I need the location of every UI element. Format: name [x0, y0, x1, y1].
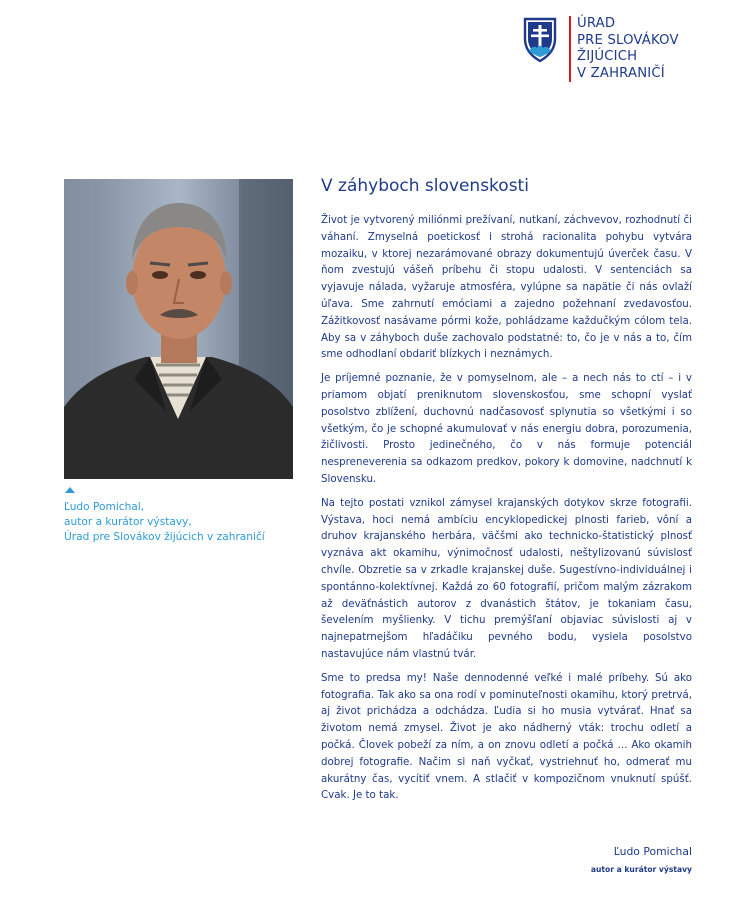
- paragraph: Sme to predsa my! Naše dennodenné veľké i malé príbehy. Sú ako fotografia. Tak ako sa ona rodí v pominuteľnosti okamihu, ktorý pretrvá, aj život prichádza a odchádza. Ľudia si ho musia vytvárať. Hnať sa životom nemá zmysel. Život je ako nádherný vták: trochu odletí a počká. Človek pobeží za ním, a on znovu odletí a počká ... Ako okamih dobrej fotografie. Načim si naň vyčkať, vystriehnuť ho, odmerať mu akurátny čas, vycítiť vnem. A stlačiť v kompozičnom vnuknutí spúšť. Cvak. Je to tak.: [321, 671, 692, 802]
- article-body: [321, 212, 692, 811]
- org-line: ŽIJÚCICH: [577, 49, 638, 64]
- logo-divider: [569, 16, 571, 82]
- portrait-photo: [64, 179, 293, 479]
- org-line: V ZAHRANIČÍ: [577, 65, 665, 81]
- photo-caption: [64, 500, 265, 545]
- caption-marker-icon: [65, 487, 75, 493]
- org-line: PRE SLOVÁKOV: [577, 32, 679, 48]
- paragraph: Život je vytvorený miliónmi prežívaní, nutkaní, záchvevov, rozhodnutí či váhaní. Zmyselná poetickosť i strohá racionalita pohybu vytvára mozaiku, v ktorej nezarámované obrazy dokumentujú úverček času. V ňom zvestujú vášeň príbehu či stopu udalosti. V sentenciách sa vyjavuje nálada, vyžaruje atmosféra, vylúpne sa napätie či nás ovlaží úľava. Sme zahrnutí emóciami a zajedno požehnaní zvedavosťou. Zážitkovosť nasávame pórmi kože, pohládzame každučkým cólom tela. Aby sa v záhyboch duše zachovalo podstatné: to, čo je v nás a to, čím sme odhodlaní obdariť blízkych i neznámych.: [321, 214, 692, 361]
- signature-role: autor a kurátor výstavy: [590, 865, 692, 874]
- signature-name: Ľudo Pomichal: [613, 845, 692, 858]
- caption-line: Ľudo Pomichal,: [64, 501, 145, 513]
- org-line: ÚRAD: [577, 16, 616, 31]
- paragraph: Je príjemné poznanie, že v pomyselnom, ale – a nech nás to ctí – i v priamom objatí preniknutom slovenskosťou, sme schopní vyslať posolstvo zblížení, duchovnú nadčasovosť splynutia so všetkými i so všetkým, čo je schopné akumulovať v nás energiu dobra, porozumenia, žičlivosti. Prosto jedinečného, čo v nás formuje potenciál nespreneverenia sa odkazom predkov, pokory k domovine, nadchnutí k Slovensku.: [321, 372, 692, 485]
- caption-line: autor a kurátor výstavy,: [64, 516, 192, 528]
- paragraph: Na tejto postati vznikol zámysel krajanských dotykov skrze fotografii. Výstava, hoci nemá ambíciu encyklopedickej plnosti farieb, vôní a druhov krajanského herbára, väčšmi ako technicko-štatistický plnosť vyznáva akt okamihu, výnimočnosť udalosti, neštylizovanú súvislosť chvíle. Obzretie sa v zrkadle krajanskej duše. Sugestívno-individuálnej i spontánno-kolektívnej. Každá zo 60 fotografií, pričom malým zázrakom až deväťnástich autorov z dvanástich štátov, je tokaniam času, ševelením myšlienky. V tichu premýšľaní objaviac súvislosti aj v najnepatrnejšom hľadáčiku pevného bodu, vysiela posolstvo nastavujúce nám vlastnú tvár.: [321, 496, 692, 660]
- caption-line: Úrad pre Slovákov žijúcich v zahraničí: [64, 531, 265, 543]
- coat-of-arms-icon: [523, 17, 557, 63]
- signature: [591, 845, 692, 874]
- article-title: V záhyboch slovenskosti: [321, 176, 529, 196]
- org-name: [577, 16, 679, 82]
